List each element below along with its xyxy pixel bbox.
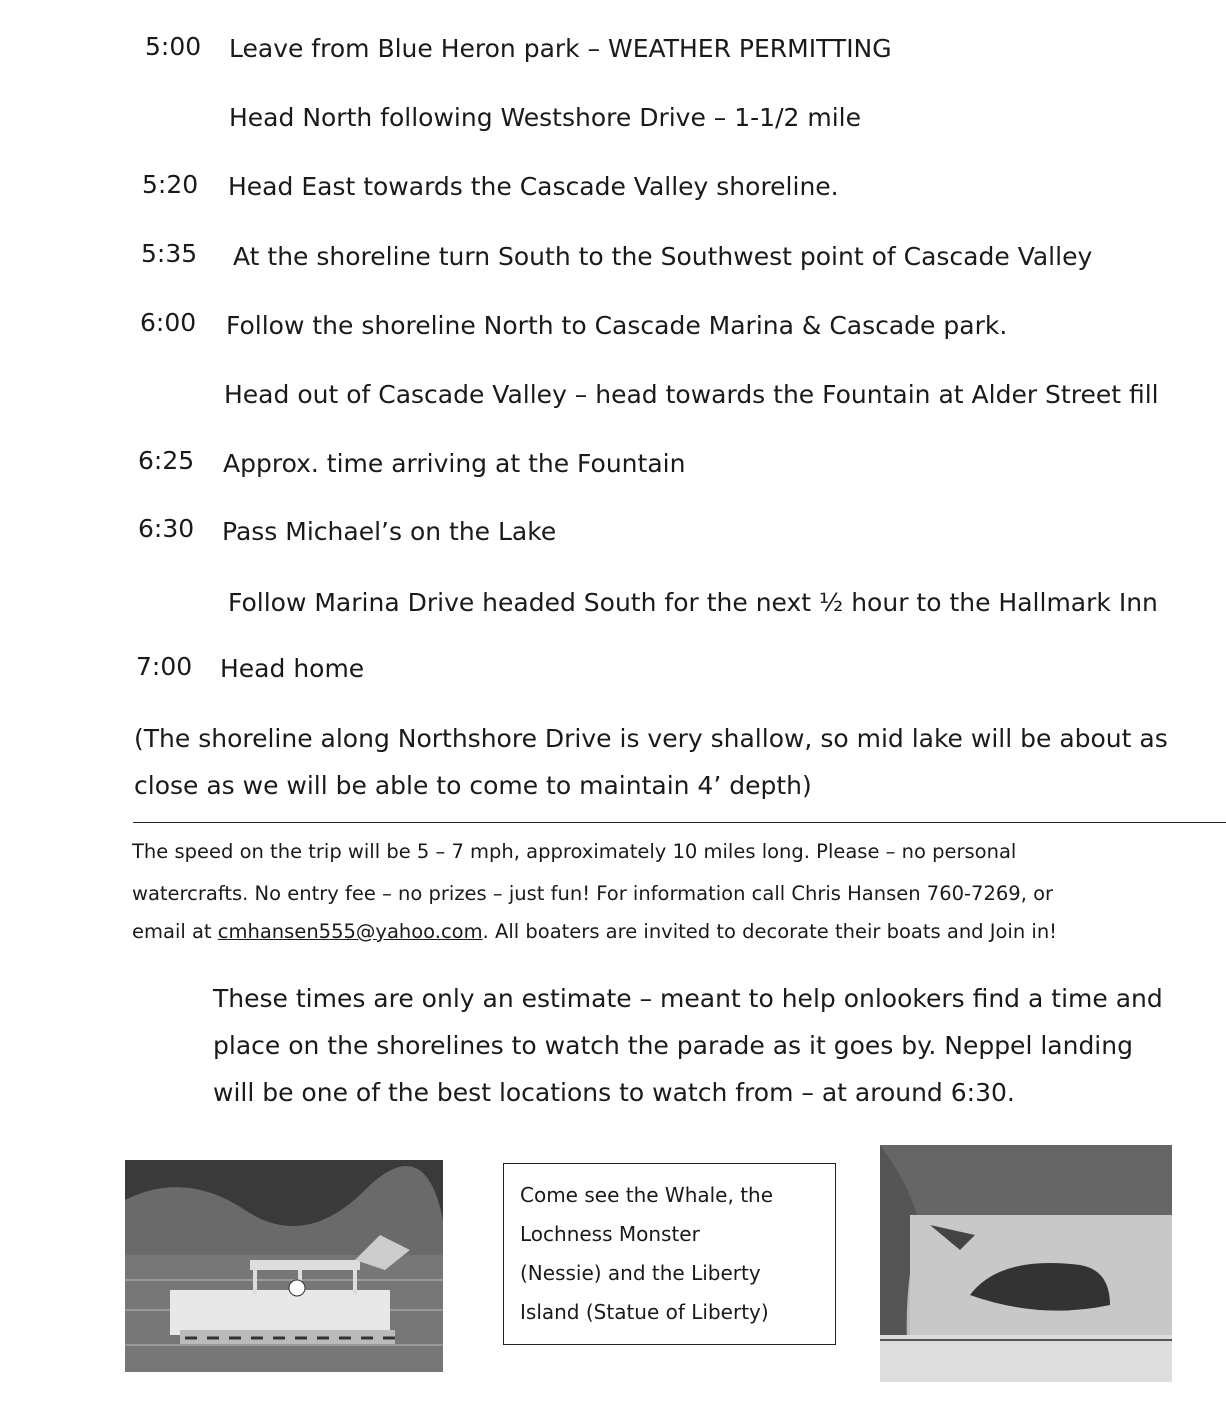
estimate-line: will be one of the best locations to watch from – at around 6:30.: [213, 1078, 1015, 1107]
schedule-time: 6:30: [138, 514, 195, 543]
schedule-text: Head East towards the Cascade Valley shoreline.: [228, 172, 839, 201]
email-link[interactable]: cmhansen555@yahoo.com: [217, 920, 483, 943]
note-line: (The shoreline along Northshore Drive is very shallow, so mid lake will be about as: [134, 724, 1168, 753]
schedule-text: At the shoreline turn South to the Southwest point of Cascade Valley: [233, 242, 1093, 271]
estimate-line: These times are only an estimate – meant to help onlookers find a time and: [213, 984, 1163, 1013]
schedule-time: 5:00: [145, 32, 202, 61]
callout-line: Come see the Whale, the: [520, 1183, 774, 1207]
schedule-time: 6:25: [138, 446, 195, 475]
schedule-time: 6:00: [140, 308, 197, 337]
info-line: [132, 920, 1057, 943]
info-line: The speed on the trip will be 5 – 7 mph, approximately 10 miles long. Please – no personal: [132, 840, 1017, 863]
schedule-time: 5:20: [142, 170, 199, 199]
callout-line: Island (Statue of Liberty): [520, 1300, 769, 1324]
schedule-text: Approx. time arriving at the Fountain: [223, 449, 686, 478]
pontoon-boat-photo: [125, 1160, 443, 1372]
schedule-text: Follow the shoreline North to Cascade Marina & Cascade park.: [226, 311, 1008, 340]
schedule-text: Follow Marina Drive headed South for the next ½ hour to the Hallmark Inn: [228, 588, 1158, 617]
schedule-text: Head North following Westshore Drive – 1-1/2 mile: [229, 103, 861, 132]
callout-line: Lochness Monster: [520, 1222, 700, 1246]
info-suffix: . All boaters are invited to decorate their boats and Join in!: [482, 920, 1057, 943]
schedule-time: 7:00: [136, 652, 193, 681]
schedule-text: Pass Michael’s on the Lake: [222, 517, 557, 546]
schedule-text: Head out of Cascade Valley – head towards the Fountain at Alder Street fill: [224, 380, 1159, 409]
callout-box: [503, 1163, 836, 1345]
note-line: close as we will be able to come to maintain 4’ depth): [134, 771, 812, 800]
schedule-text: Head home: [220, 654, 365, 683]
estimate-line: place on the shorelines to watch the parade as it goes by. Neppel landing: [213, 1031, 1133, 1060]
whale-float-photo: [880, 1145, 1172, 1382]
info-prefix: email at: [132, 920, 218, 943]
callout-line: (Nessie) and the Liberty: [520, 1261, 761, 1285]
schedule-time: 5:35: [141, 239, 198, 268]
info-line: watercrafts. No entry fee – no prizes – just fun! For information call Chris Hansen 760-7269, or: [132, 882, 1054, 905]
schedule-text: Leave from Blue Heron park – WEATHER PERMITTING: [229, 34, 892, 63]
divider: [133, 822, 1226, 823]
